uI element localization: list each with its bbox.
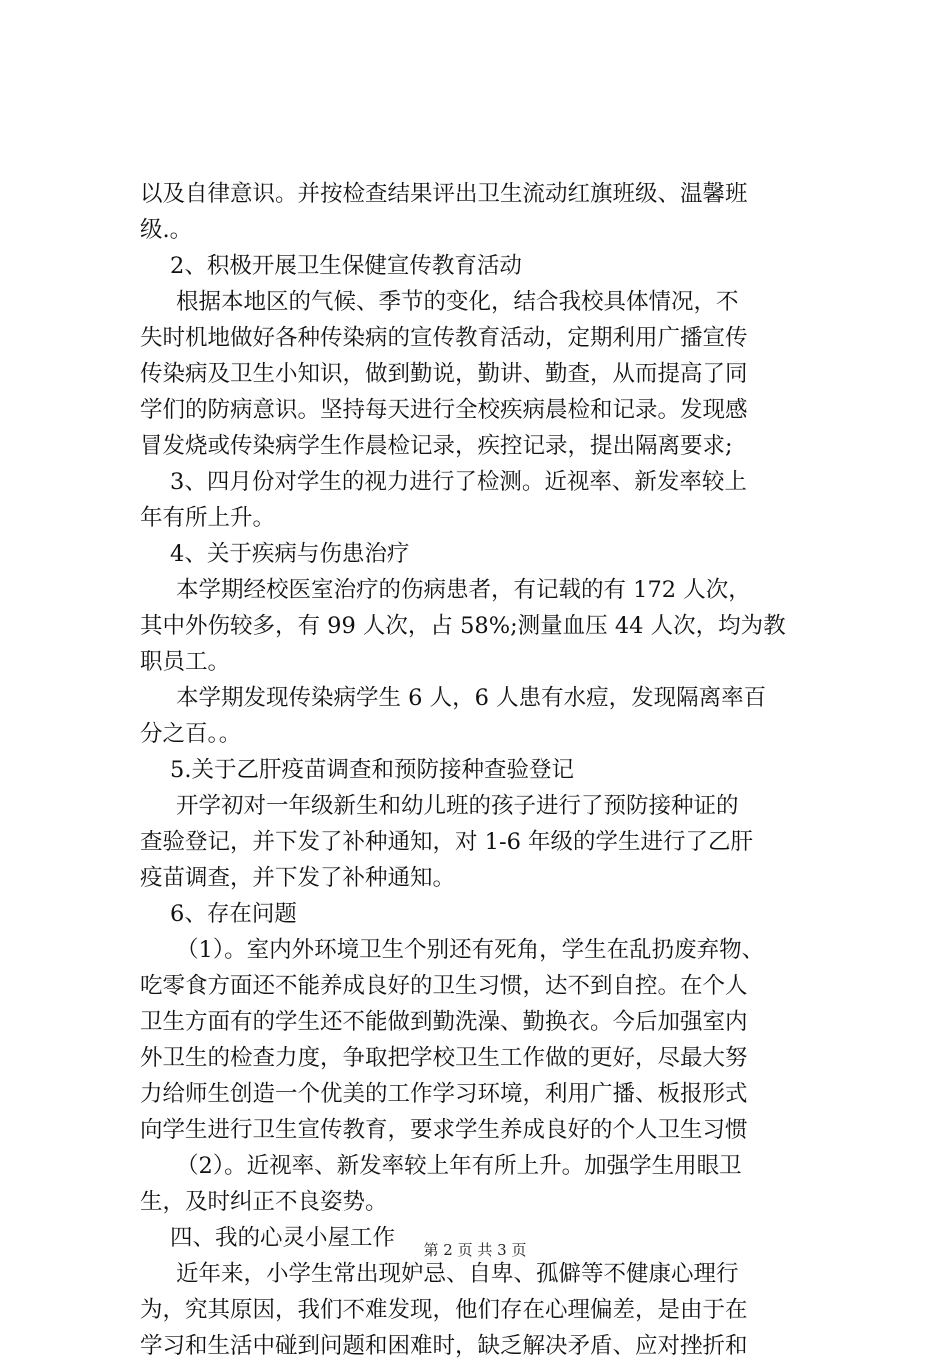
text-line: 四、我的心灵小屋工作	[170, 1225, 396, 1251]
text-line: 2、积极开展卫生保健宣传教育活动	[170, 253, 522, 279]
text-line: 根据本地区的气候、季节的变化，结合我校具体情况，不	[176, 289, 739, 315]
text-line: 外卫生的检查力度，争取把学校卫生工作做的更好，尽最大努	[140, 1045, 748, 1071]
text-line: 吃零食方面还不能养成良好的卫生习惯，达不到自控。在个人	[140, 973, 748, 999]
text-line: 5.关于乙肝疫苗调查和预防接种查验登记	[170, 757, 574, 783]
text-line: 冒发烧或传染病学生作晨检记录，疾控记录，提出隔离要求;	[140, 433, 733, 459]
text-line: 生，及时纠正不良姿势。	[140, 1189, 388, 1215]
text-line: 本学期经校医室治疗的伤病患者，有记载的有 172 人次，	[176, 577, 751, 603]
text-line: 其中外伤较多，有 99 人次，占 58%;测量血压 44 人次，均为教	[140, 613, 786, 639]
document-body	[140, 176, 840, 1364]
text-line: 以及自律意识。并按检查结果评出卫生流动红旗班级、温馨班	[140, 181, 748, 207]
text-line: 4、关于疾病与伤患治疗	[170, 541, 410, 567]
text-line: 力给师生创造一个优美的工作学习环境，利用广播、板报形式	[140, 1081, 748, 1107]
text-line: 向学生进行卫生宣传教育，要求学生养成良好的个人卫生习惯	[140, 1117, 748, 1143]
text-line: 3、四月份对学生的视力进行了检测。近视率、新发率较上	[170, 469, 747, 495]
text-line: 卫生方面有的学生还不能做到勤洗澡、勤换衣。今后加强室内	[140, 1009, 748, 1035]
text-line: 失时机地做好各种传染病的宣传教育活动，定期利用广播宣传	[140, 325, 748, 351]
text-line: 查验登记，并下发了补种通知，对 1-6 年级的学生进行了乙肝	[140, 829, 754, 855]
text-line: 学习和生活中碰到问题和困难时，缺乏解决矛盾、应对挫折和	[140, 1333, 748, 1359]
text-line: 近年来，小学生常出现妒忌、自卑、孤僻等不健康心理行	[176, 1261, 739, 1287]
text-line: 本学期发现传染病学生 6 人，6 人患有水痘，发现隔离率百	[176, 685, 767, 711]
text-line: 疫苗调查，并下发了补种通知。	[140, 865, 456, 891]
page-footer: 第 2 页 共 3 页	[423, 1241, 527, 1259]
text-line: 学们的防病意识。坚持每天进行全校疾病晨检和记录。发现感	[140, 397, 748, 423]
text-line: 传染病及卫生小知识，做到勤说，勤讲、勤查，从而提高了同	[140, 361, 748, 387]
text-line: 分之百。。	[140, 721, 242, 747]
text-line: 6、存在问题	[170, 901, 297, 927]
text-line: 为，究其原因，我们不难发现，他们存在心理偏差，是由于在	[140, 1297, 748, 1323]
text-line: （2）。近视率、新发率较上年有所上升。加强学生用眼卫	[176, 1153, 742, 1179]
text-line: 级.。	[140, 217, 193, 243]
text-line: 开学初对一年级新生和幼儿班的孩子进行了预防接种证的	[176, 793, 739, 819]
text-line: 年有所上升。	[140, 505, 276, 531]
text-line: （1）。室内外环境卫生个别还有死角，学生在乱扔废弃物、	[176, 937, 765, 963]
text-line: 职员工。	[140, 649, 231, 675]
